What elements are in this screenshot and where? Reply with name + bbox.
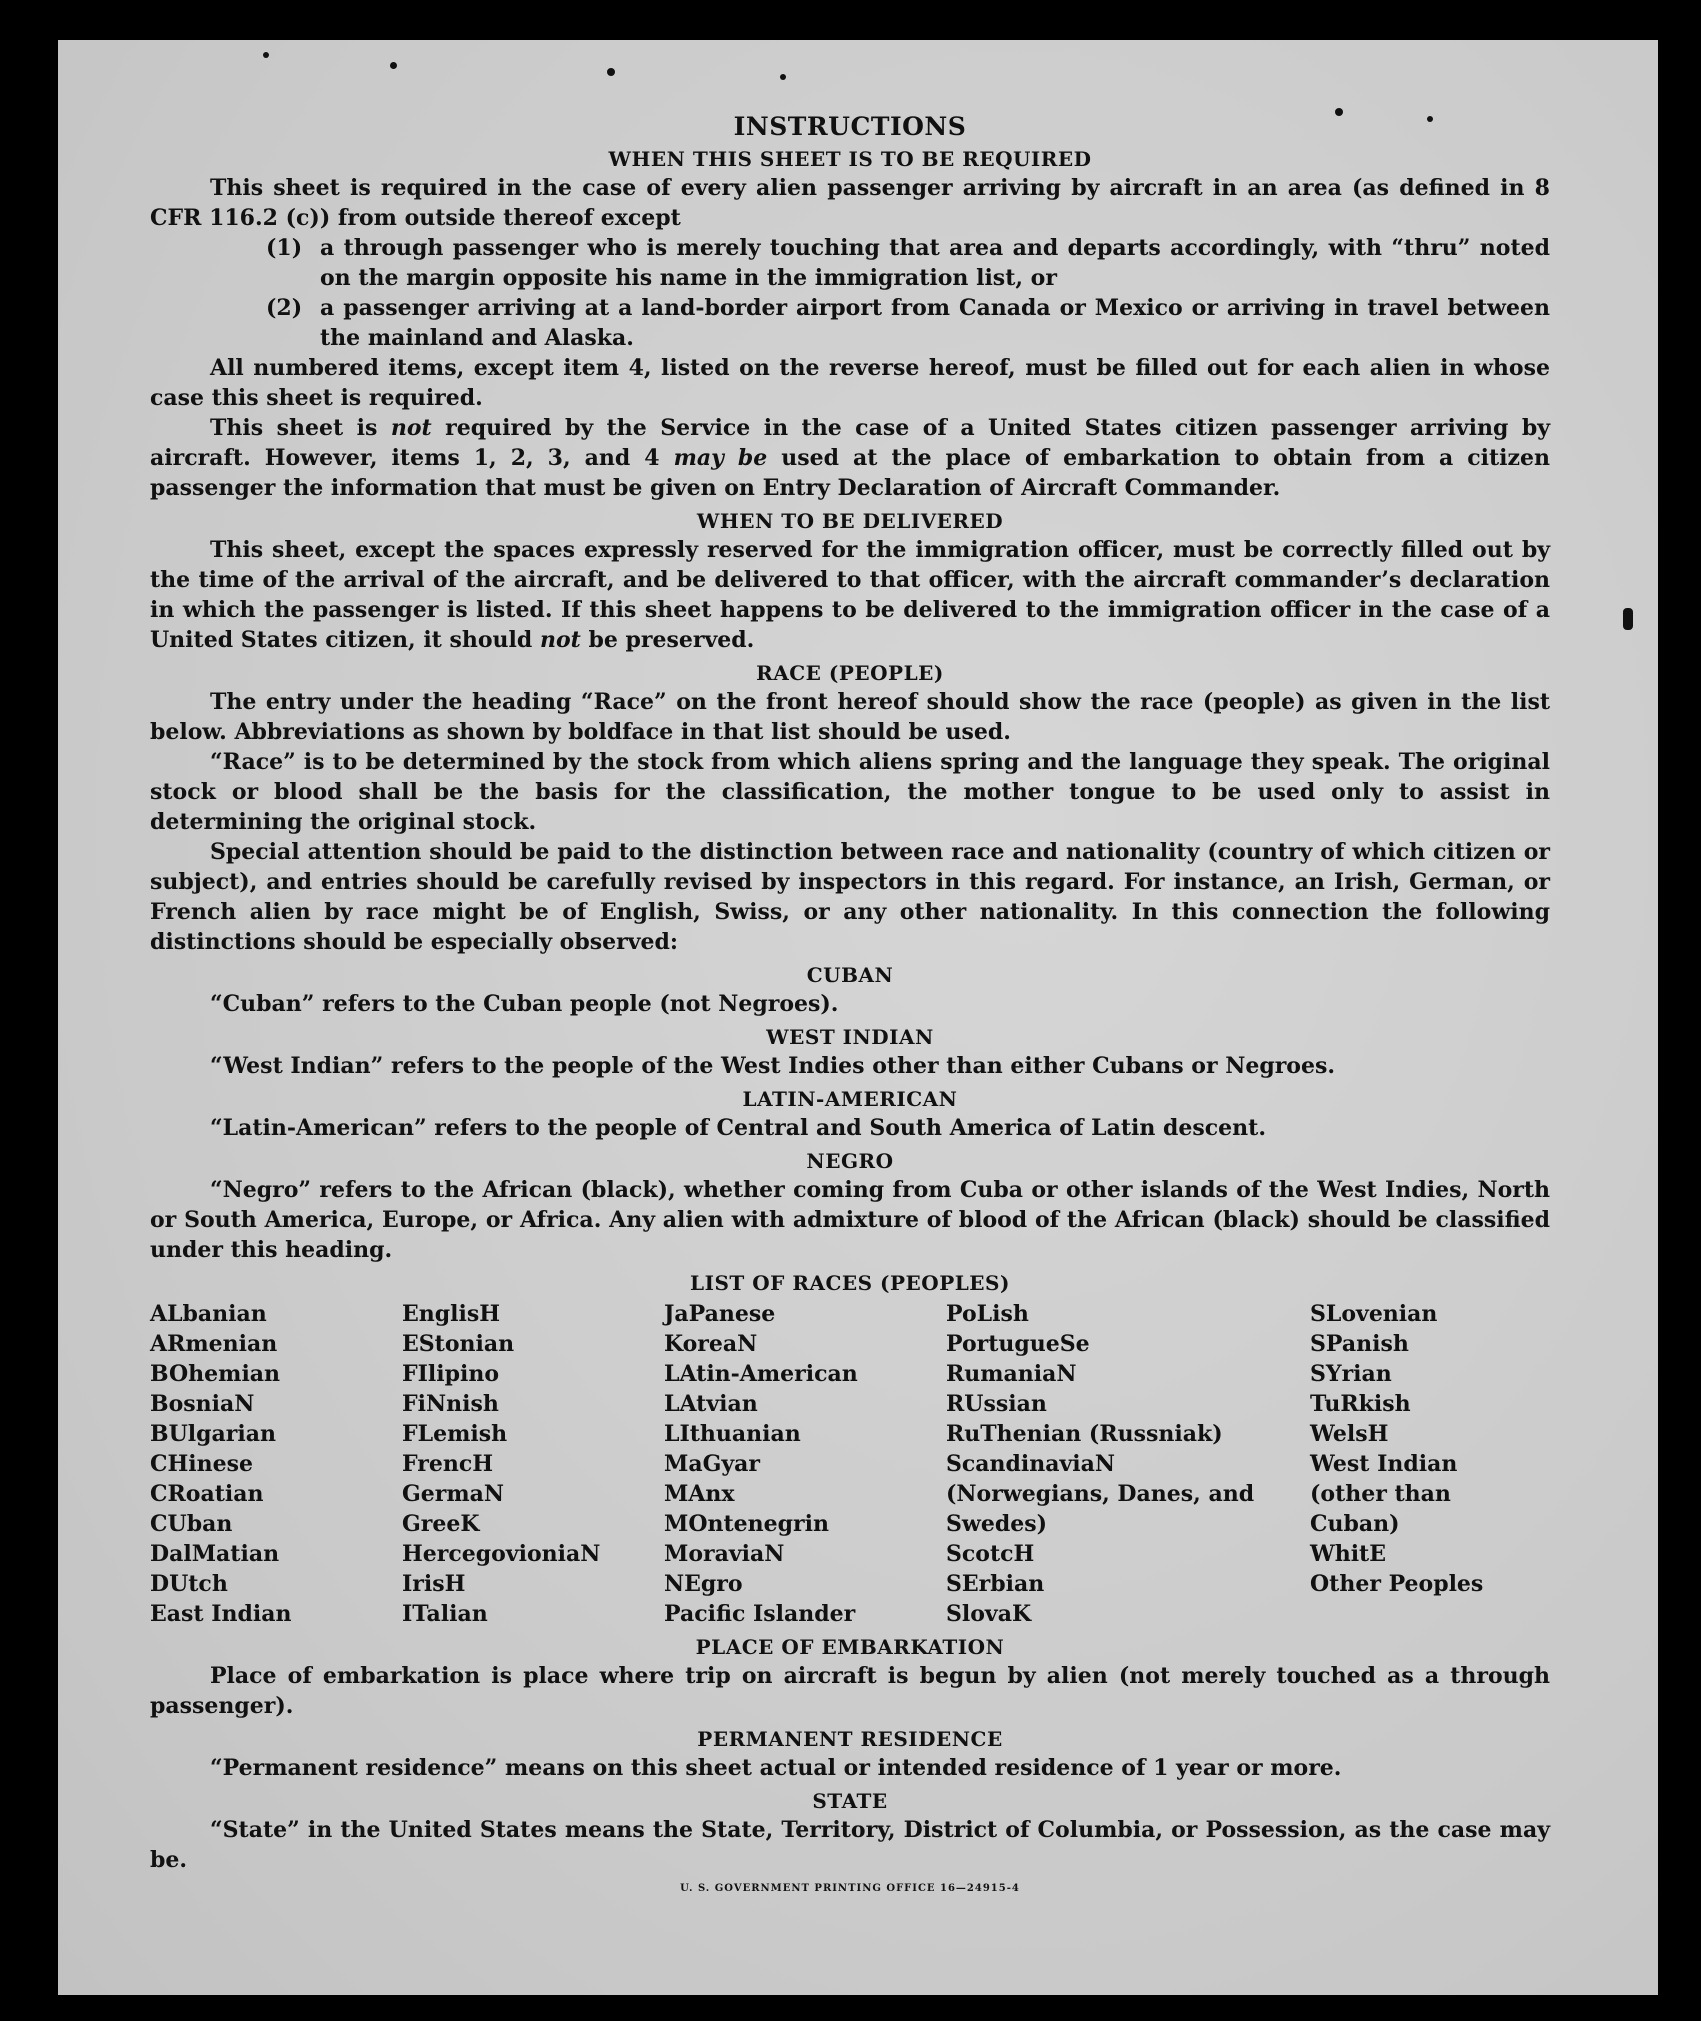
section-heading-race: RACE (PEOPLE) (756, 661, 944, 685)
race-entry: SLovenian (1310, 1301, 1438, 1327)
paragraph: “West Indian” refers to the people of the West Indies other than either Cubans or Negroes. (210, 1053, 1336, 1079)
race-entry: GermaN (402, 1481, 505, 1507)
race-entry: East Indian (150, 1601, 292, 1627)
race-entry: ScandinaviaN (Norwegians, Danes, and Swedes) (946, 1451, 1255, 1537)
races-column (402, 1299, 664, 1629)
section-heading-residence: PERMANENT RESIDENCE (697, 1727, 1003, 1751)
race-entry: West Indian (other than Cuban) (1310, 1451, 1458, 1537)
paragraph: This sheet is required in the case of every alien passenger arriving by aircraft in an area (as defined in 8 CFR 116.2 (c)) from outside thereof except (150, 175, 1550, 231)
text-span: This sheet is (210, 415, 391, 441)
race-entry: WhitE (1310, 1541, 1386, 1567)
races-column (946, 1299, 1310, 1629)
race-entry: TuRkish (1310, 1391, 1411, 1417)
race-entry: JaPanese (664, 1301, 776, 1327)
race-entry: RUssian (946, 1391, 1047, 1417)
race-entry: MAnx (664, 1481, 735, 1507)
section-heading-required: WHEN THIS SHEET IS TO BE REQUIRED (608, 147, 1092, 171)
text-span: The entry under the heading “Race” on the front hereof should show the race (people) as given in the list below. Abbreviations as shown by (150, 689, 1550, 745)
races-list (150, 1299, 1550, 1629)
race-entry: BosniaN (150, 1391, 255, 1417)
race-entry: SErbian (946, 1571, 1045, 1597)
text-span: be preserved. (580, 627, 755, 653)
emphasis: not (390, 415, 432, 441)
paragraph (150, 687, 1550, 747)
list-item (150, 233, 1550, 293)
punch-mark (1427, 116, 1433, 122)
race-entry: HercegovioniaN (402, 1541, 601, 1567)
punch-mark (780, 74, 786, 80)
text-span: This sheet, except the spaces expressly reserved for the immigration officer, must be correctly filled out by the time of the arrival of the aircraft, and be delivered to that officer, with the aircraft commander’s declaration in which the passenger is listed. If this sheet happens to be delivered to the immigration officer in the case of a United States citizen, it should (150, 537, 1550, 653)
race-entry: Other Peoples (1310, 1571, 1484, 1597)
race-entry: BUlgarian (150, 1421, 276, 1447)
punch-mark (390, 62, 397, 69)
race-entry: NEgro (664, 1571, 743, 1597)
race-entry: CRoatian (150, 1481, 264, 1507)
race-entry: FLemish (402, 1421, 508, 1447)
section-heading-negro: NEGRO (806, 1149, 894, 1173)
paragraph: “Permanent residence” means on this sheet actual or intended residence of 1 year or more. (210, 1755, 1342, 1781)
section-heading-latin-american: LATIN-AMERICAN (742, 1087, 958, 1111)
race-entry: RumaniaN (946, 1361, 1077, 1387)
race-entry: IrisH (402, 1571, 466, 1597)
section-heading-cuban: CUBAN (806, 963, 894, 987)
emphasis: may be (673, 445, 768, 471)
race-entry: CUban (150, 1511, 233, 1537)
race-entry: BOhemian (150, 1361, 281, 1387)
paragraph: “Negro” refers to the African (black), whether coming from Cuba or other islands of the West Indies, North or South America, Europe, or Africa. Any alien with admixture of blood of the African (black) should be classified under this heading. (150, 1177, 1550, 1263)
list-item (150, 293, 1550, 353)
document-sheet (58, 40, 1658, 1995)
race-entry: LAtin-American (664, 1361, 858, 1387)
bold-word: boldface (568, 719, 674, 745)
races-column (150, 1299, 402, 1629)
text-span: in that list should be used. (673, 719, 1011, 745)
section-heading-races-list: LIST OF RACES (PEOPLES) (690, 1271, 1010, 1295)
paragraph (150, 413, 1550, 503)
race-entry: ARmenian (150, 1331, 278, 1357)
race-entry: SlovaK (946, 1601, 1032, 1627)
race-entry: WelsH (1310, 1421, 1389, 1447)
punch-mark (263, 52, 269, 58)
punch-mark (607, 68, 615, 76)
race-entry: DalMatian (150, 1541, 280, 1567)
punch-mark (1335, 108, 1343, 116)
race-entry: MoraviaN (664, 1541, 785, 1567)
race-entry: FIlipino (402, 1361, 500, 1387)
paragraph: All numbered items, except item 4, listed on the reverse hereof, must be filled out for each alien in whose case this sheet is required. (150, 355, 1550, 411)
race-entry: MOntenegrin (664, 1511, 829, 1537)
race-entry: ITalian (402, 1601, 488, 1627)
race-entry: RuThenian (Russniak) (946, 1421, 1223, 1447)
paragraph: “Latin-American” refers to the people of Central and South America of Latin descent. (210, 1115, 1266, 1141)
paragraph (150, 535, 1550, 655)
race-entry: PortugueSe (946, 1331, 1090, 1357)
race-entry: Pacific Islander (664, 1601, 856, 1627)
section-heading-delivered: WHEN TO BE DELIVERED (696, 509, 1004, 533)
race-entry: CHinese (150, 1451, 254, 1477)
paragraph: “State” in the United States means the State, Territory, District of Columbia, or Possession, as the case may be. (150, 1817, 1550, 1873)
race-entry: DUtch (150, 1571, 228, 1597)
item-number: (1) (266, 235, 303, 261)
race-entry: LIthuanian (664, 1421, 801, 1447)
race-entry: LAtvian (664, 1391, 758, 1417)
paragraph: Special attention should be paid to the distinction between race and nationality (country of which citizen or subject), and entries should be carefully revised by inspectors in this regard. For instance, an Irish, German, or French alien by race might be of English, Swiss, or any other nationality. In this connection the following distinctions should be especially observed: (150, 839, 1550, 955)
text-span: required by the Service in the case of a United States citizen passenger arriving by aircraft. However, items 1, 2, 3, and 4 (150, 415, 1550, 471)
paragraph: Place of embarkation is place where trip on aircraft is begun by alien (not merely touched as a through passenger). (150, 1663, 1550, 1719)
printer-imprint: U. S. GOVERNMENT PRINTING OFFICE 16—24915-4 (680, 1883, 1020, 1894)
emphasis: not (539, 627, 581, 653)
race-entry: GreeK (402, 1511, 480, 1537)
paragraph: “Cuban” refers to the Cuban people (not Negroes). (210, 991, 839, 1017)
races-column (664, 1299, 946, 1629)
race-entry: ScotcH (946, 1541, 1035, 1567)
race-entry: FrencH (402, 1451, 493, 1477)
race-entry: EnglisH (402, 1301, 501, 1327)
race-entry: MaGyar (664, 1451, 761, 1477)
section-heading-state: STATE (812, 1789, 888, 1813)
punch-mark (1623, 608, 1633, 630)
item-text: a passenger arriving at a land-border airport from Canada or Mexico or arriving in travel between the mainland and Alaska. (320, 295, 1550, 351)
section-heading-embarkation: PLACE OF EMBARKATION (695, 1635, 1005, 1659)
race-entry: KoreaN (664, 1331, 758, 1357)
item-text: a through passenger who is merely touching that area and departs accordingly, with “thru” noted on the margin opposite his name in the immigration list, or (320, 235, 1550, 291)
race-entry: SPanish (1310, 1331, 1409, 1357)
race-entry: SYrian (1310, 1361, 1392, 1387)
section-heading-west-indian: WEST INDIAN (766, 1025, 934, 1049)
race-entry: EStonian (402, 1331, 515, 1357)
page-title: INSTRUCTIONS (733, 112, 967, 141)
race-entry: ALbanian (150, 1301, 267, 1327)
item-number: (2) (266, 295, 303, 321)
text-span: used at the place of embarkation to obtain from a citizen passenger the information that must be given on Entry Declaration of Aircraft Commander. (150, 445, 1550, 501)
races-column (1310, 1299, 1550, 1629)
paragraph: “Race” is to be determined by the stock from which aliens spring and the language they speak. The original stock or blood shall be the basis for the classification, the mother tongue to be used only to assist in determining the original stock. (150, 749, 1550, 835)
race-entry: PoLish (946, 1301, 1029, 1327)
race-entry: FiNnish (402, 1391, 499, 1417)
